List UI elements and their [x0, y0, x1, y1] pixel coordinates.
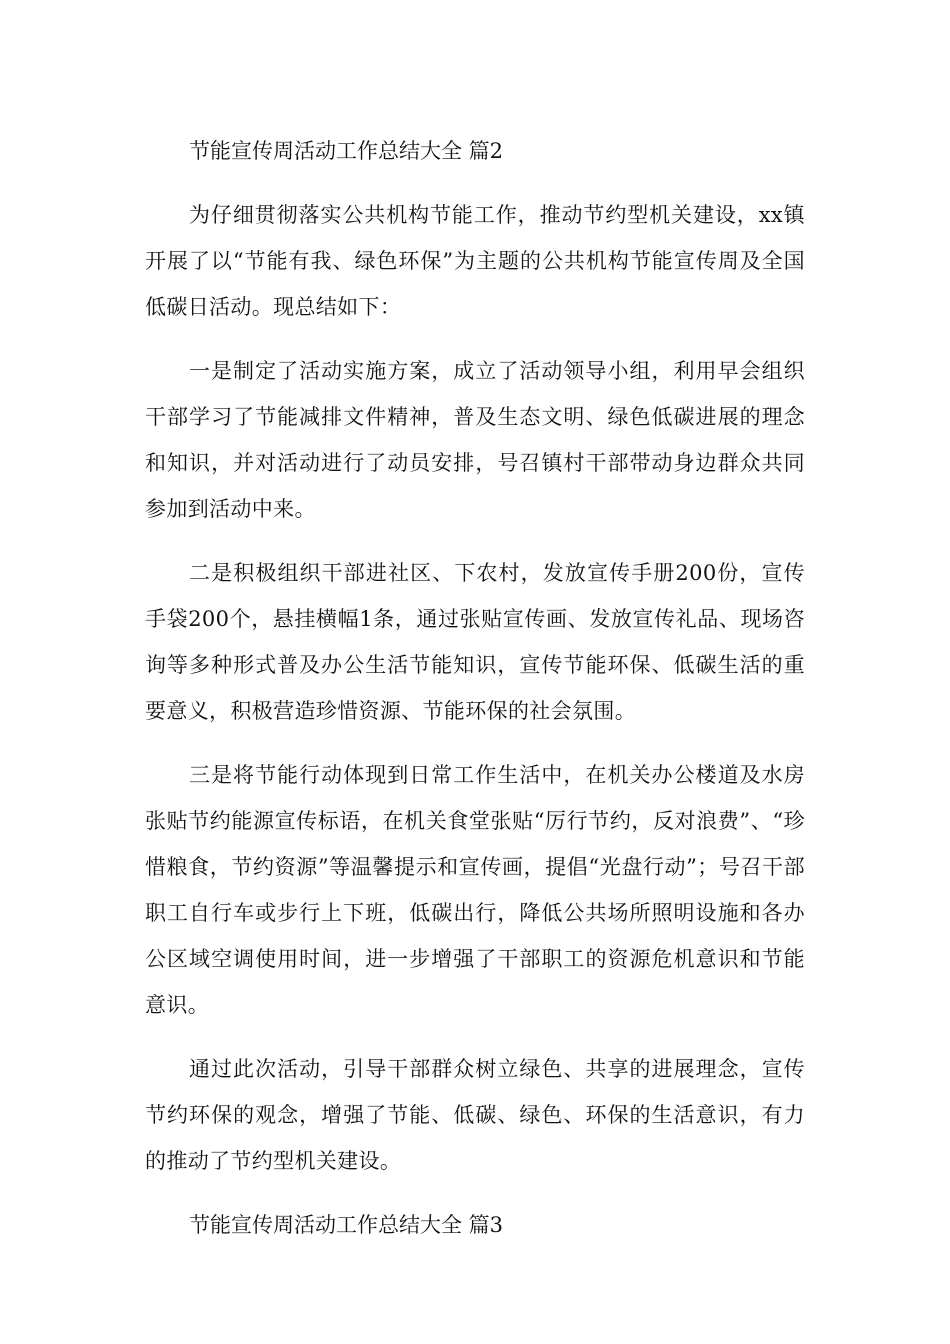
paragraph-point-1: 一是制定了活动实施方案，成立了活动领导小组，利用早会组织干部学习了节能减排文件精神，普及生态文明、绿色低碳进展的理念和知识，并对活动进行了动员安排，号召镇村干部带动身边群众共同参加到活动中来。	[145, 359, 805, 521]
paragraph-conclusion: 通过此次活动，引导干部群众树立绿色、共享的进展理念，宣传节约环保的观念，增强了节能、低碳、绿色、环保的生活意识，有力的推动了节约型机关建设。	[145, 1057, 805, 1173]
document-page	[145, 128, 805, 1248]
section-heading-2: 节能宣传周活动工作总结大全 篇2	[189, 139, 504, 163]
paragraph-intro: 为仔细贯彻落实公共机构节能工作，推动节约型机关建设，xx镇开展了以“节能有我、绿色环保”为主题的公共机构节能宣传周及全国低碳日活动。现总结如下：	[145, 203, 805, 319]
paragraph-point-2: 二是积极组织干部进社区、下农村，发放宣传手册200份，宣传手袋200个，悬挂横幅1条，通过张贴宣传画、发放宣传礼品、现场咨询等多种形式普及办公生活节能知识，宣传节能环保、低碳生活的重要意义，积极营造珍惜资源、节能环保的社会氛围。	[145, 561, 805, 723]
paragraph-point-3: 三是将节能行动体现到日常工作生活中，在机关办公楼道及水房张贴节约能源宣传标语，在机关食堂张贴“厉行节约，反对浪费”、“珍惜粮食，节约资源”等温馨提示和宣传画，提倡“光盘行动”；号召干部职工自行车或步行上下班，低碳出行，降低公共场所照明设施和各办公区域空调使用时间，进一步增强了干部职工的资源危机意识和节能意识。	[145, 763, 805, 1017]
section-heading-3: 节能宣传周活动工作总结大全 篇3	[189, 1213, 504, 1237]
